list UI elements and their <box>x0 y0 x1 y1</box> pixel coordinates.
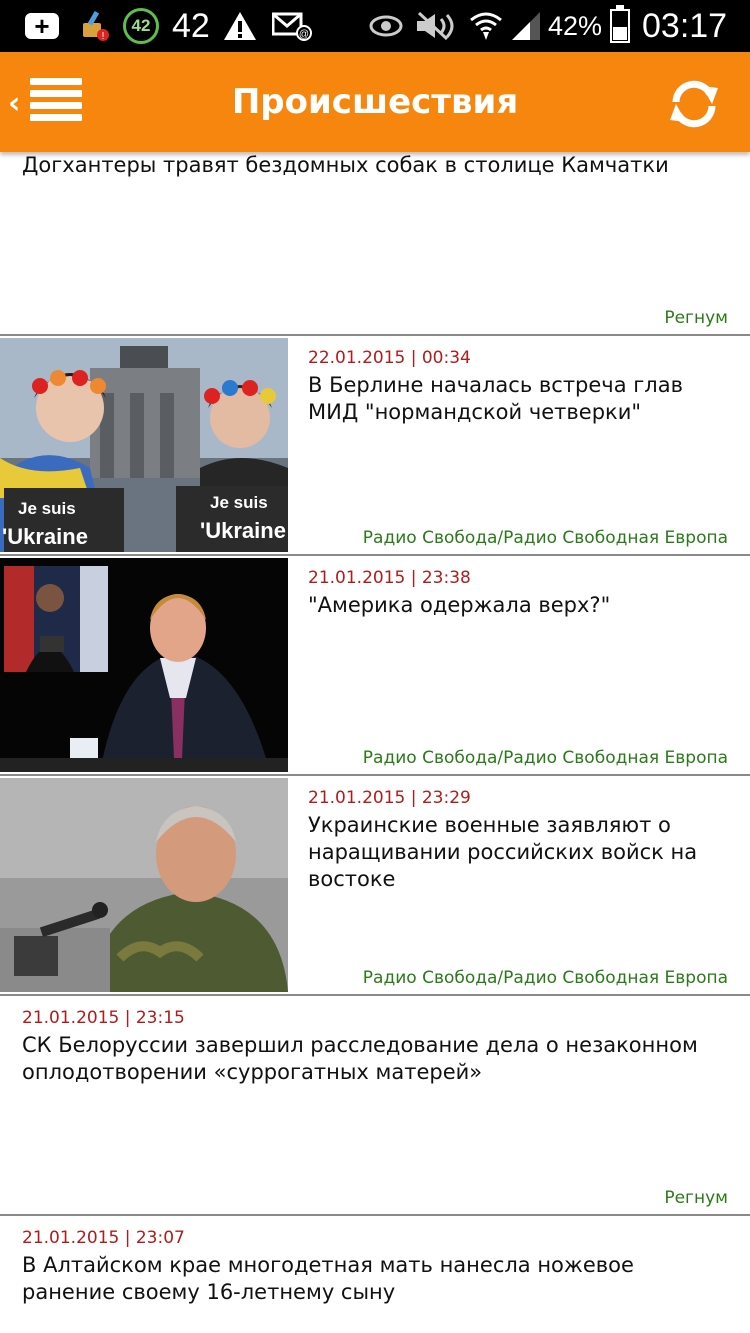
notification-count: 42 <box>172 6 210 45</box>
svg-text:!: ! <box>101 31 105 42</box>
news-date: 21.01.2015 | 23:29 <box>308 788 471 808</box>
news-source: Регнум <box>664 1188 728 1208</box>
sign-text-2: 'Ukraine <box>2 524 88 549</box>
news-image <box>0 338 288 552</box>
news-item[interactable] <box>0 152 750 336</box>
sign-text-4: 'Ukraine <box>200 518 286 543</box>
menu-icon <box>30 78 82 126</box>
battery-percent: 42% <box>548 10 603 41</box>
news-date: 21.01.2015 | 23:07 <box>22 1228 185 1248</box>
news-source: Радио Свобода/Радио Свободная Европа <box>362 748 728 768</box>
svg-text:@: @ <box>298 29 310 40</box>
battery-icon <box>608 0 632 52</box>
mute-icon <box>410 0 464 52</box>
wifi-icon <box>468 0 504 52</box>
broom-icon <box>74 0 114 52</box>
news-title: СК Белоруссии завершил расследование дела о незаконном оплодотворении «суррогатных матерей» <box>22 1033 698 1084</box>
news-title: Догхантеры травят бездомных собак в столице Камчатки <box>22 153 669 177</box>
news-source: Радио Свобода/Радио Свободная Европа <box>362 528 728 548</box>
sign-text-3: Je suis <box>210 493 268 512</box>
plus-icon: + <box>22 0 62 52</box>
news-title: Украинские военные заявляют о наращивании российских войск на востоке <box>308 813 698 891</box>
refresh-button[interactable] <box>666 76 722 132</box>
news-item[interactable] <box>0 556 750 776</box>
badge-count: 42 <box>123 8 159 44</box>
news-title: В Берлине началась встреча глав МИД "нормандской четверки" <box>308 373 683 424</box>
news-item[interactable] <box>0 1216 750 1333</box>
sign-text-1: Je suis <box>18 499 76 518</box>
news-source: Радио Свобода/Радио Свободная Европа <box>362 968 728 988</box>
news-item[interactable] <box>0 996 750 1216</box>
clock: 03:17 <box>642 6 728 45</box>
badge-icon <box>122 0 160 52</box>
news-source: Регнум <box>664 308 728 328</box>
news-item[interactable] <box>0 336 750 556</box>
news-date: 21.01.2015 | 23:38 <box>308 568 471 588</box>
status-bar <box>0 0 750 52</box>
news-title: В Алтайском крае многодетная мать нанесла ножевое ранение своему 16-летнему сыну <box>22 1253 634 1304</box>
signal-icon <box>508 0 544 52</box>
menu-button[interactable] <box>8 74 88 130</box>
app-header <box>0 52 750 152</box>
mail-icon <box>272 0 312 52</box>
chevron-left-icon: ‹ <box>8 86 21 121</box>
news-date: 21.01.2015 | 23:15 <box>22 1008 185 1028</box>
news-title: "Америка одержала верх?" <box>308 593 611 617</box>
refresh-icon <box>666 76 722 132</box>
news-image <box>0 778 288 992</box>
news-date: 22.01.2015 | 00:34 <box>308 348 471 368</box>
news-item[interactable] <box>0 776 750 996</box>
news-image <box>0 558 288 772</box>
page-title: Происшествия <box>231 82 519 122</box>
news-list[interactable] <box>0 152 750 1333</box>
eye-icon <box>368 0 404 52</box>
warning-icon <box>222 0 258 52</box>
